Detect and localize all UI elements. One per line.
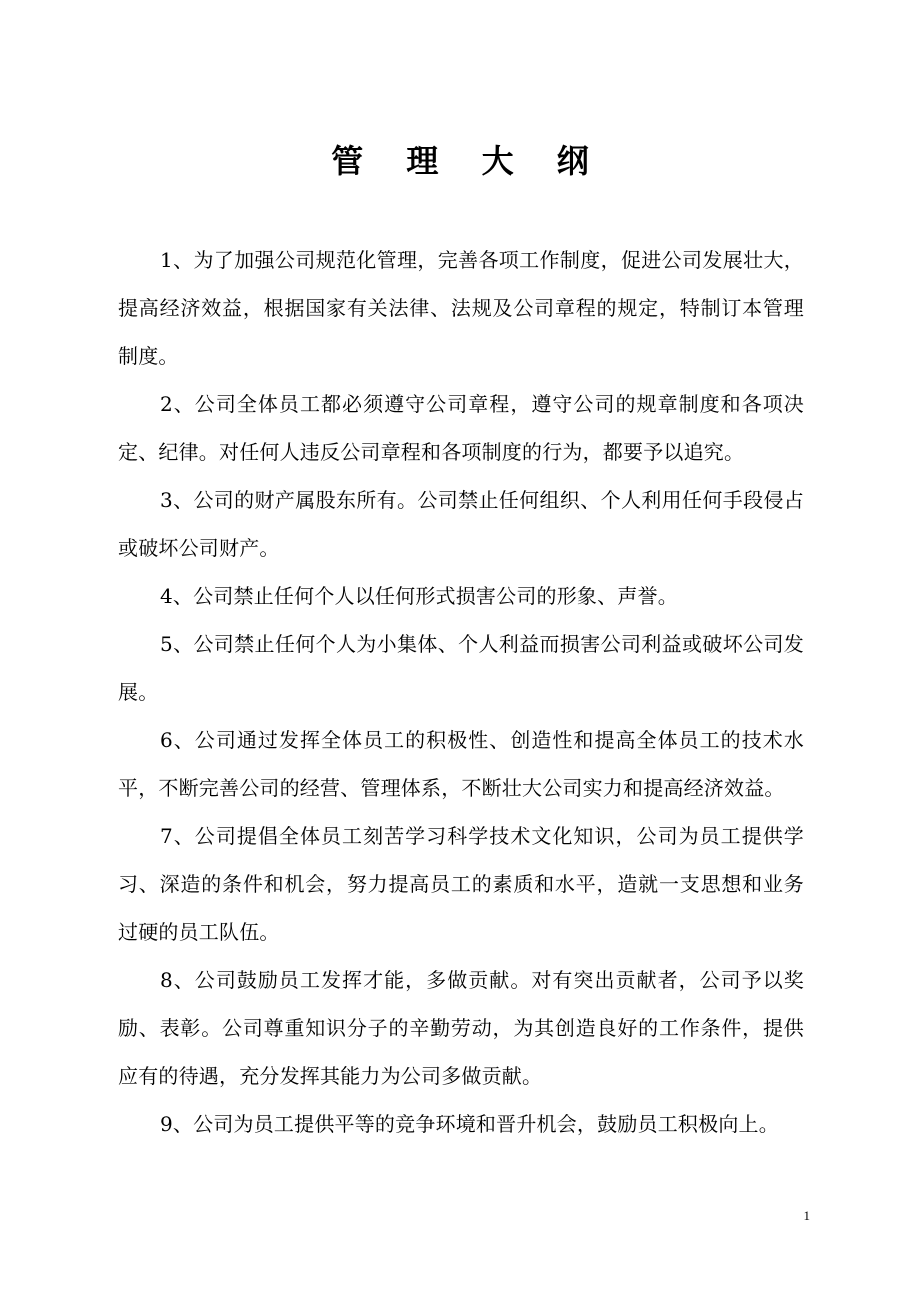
page-number: 1 (803, 1208, 810, 1223)
document-title: 管 理 大 纲 (331, 142, 605, 180)
paragraph-7: 7、公司提倡全体员工刻苦学习科学技术文化知识，公司为员工提供学习、深造的条件和机会，努力提高员工的素质和水平，造就一支思想和业务过硬的员工队伍。 (118, 824, 804, 944)
paragraph-9: 9、公司为员工提供平等的竞争环境和晋升机会，鼓励员工积极向上。 (160, 1112, 779, 1136)
paragraph-8: 8、公司鼓励员工发挥才能，多做贡献。对有突出贡献者，公司予以奖励、表彰。公司尊重知识分子的辛勤劳动，为其创造良好的工作条件，提供应有的待遇，充分发挥其能力为公司多做贡献。 (118, 968, 804, 1088)
paragraph-4: 4、公司禁止任何个人以任何形式损害公司的形象、声誉。 (160, 584, 678, 608)
paragraph-6: 6、公司通过发挥全体员工的积极性、创造性和提高全体员工的技术水平，不断完善公司的经营、管理体系，不断壮大公司实力和提高经济效益。 (118, 728, 804, 800)
paragraph-2: 2、公司全体员工都必须遵守公司章程，遵守公司的规章制度和各项决定、纪律。对任何人违反公司章程和各项制度的行为，都要予以追究。 (118, 392, 804, 464)
paragraph-3: 3、公司的财产属股东所有。公司禁止任何组织、个人利用任何手段侵占或破坏公司财产。 (118, 488, 804, 560)
paragraph-5: 5、公司禁止任何个人为小集体、个人利益而损害公司利益或破坏公司发展。 (118, 632, 804, 704)
document-body (118, 236, 804, 1148)
paragraph-1: 1、为了加强公司规范化管理，完善各项工作制度，促进公司发展壮大，提高经济效益，根据国家有关法律、法规及公司章程的规定，特制订本管理制度。 (118, 248, 804, 368)
